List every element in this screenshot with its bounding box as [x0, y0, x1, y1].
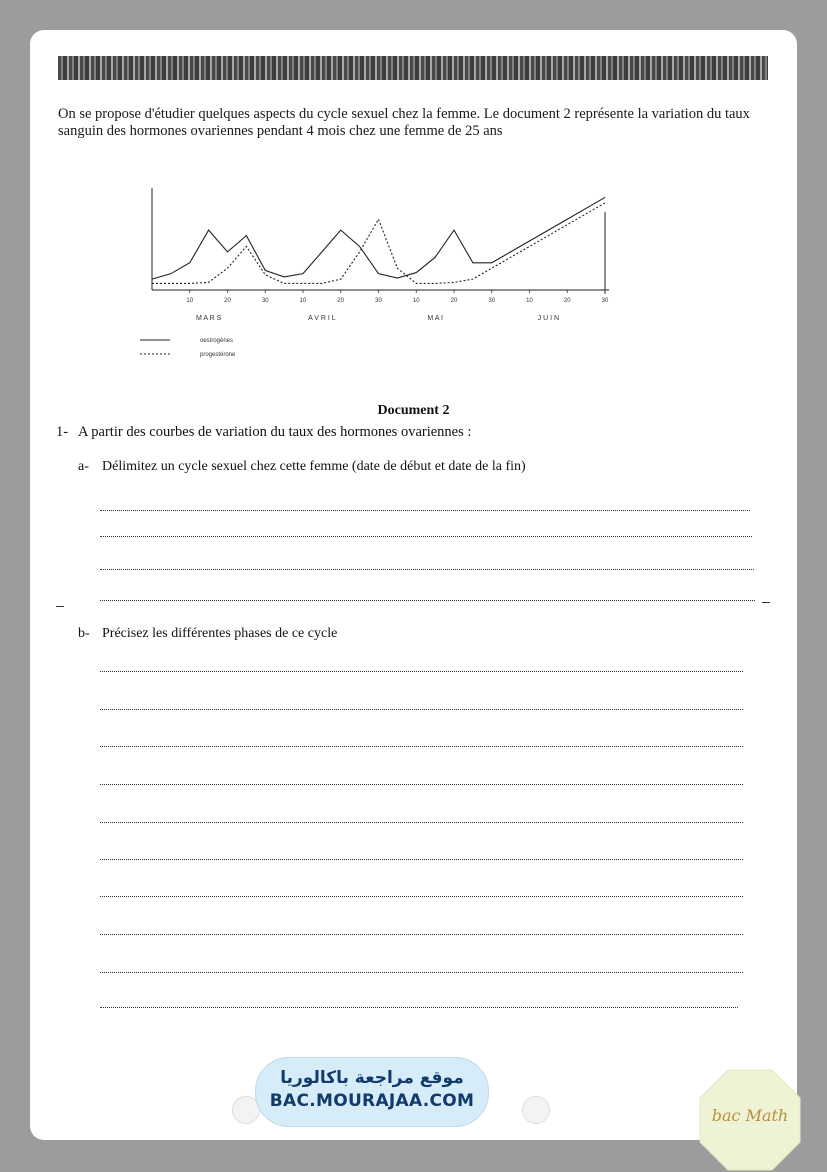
x-tick-label: 10 [412, 298, 420, 304]
chart-legend [140, 338, 236, 358]
chart-axes [152, 188, 609, 294]
answer-line-b3[interactable] [100, 746, 743, 747]
site-logo-right-icon [522, 1096, 550, 1124]
scanned-header-strip [58, 56, 768, 80]
question-1-text: A partir des courbes de variation du taux des hormones ovariennes : [78, 424, 472, 440]
answer-line-b6[interactable] [100, 859, 743, 860]
answer-line-a1[interactable] [100, 510, 750, 511]
x-tick-label: 10 [186, 298, 194, 304]
answer-line-b10[interactable] [100, 1007, 738, 1008]
x-tick-label: 30 [488, 298, 496, 304]
legend-label: progestérone [200, 352, 236, 358]
answer-line-a4[interactable] [100, 600, 755, 601]
x-tick-label: 30 [601, 298, 609, 304]
x-tick-label: 20 [224, 298, 231, 304]
answer-line-b2[interactable] [100, 709, 743, 710]
intro-paragraph: On se propose d'étudier quelques aspects du cycle sexuel chez la femme. Le document 2 représente la variation du taux sanguin des hormones ovariennes pendant 4 mois chez une femme de 25 ans [58, 106, 750, 139]
question-b [78, 626, 337, 642]
x-tick-label: 30 [261, 298, 269, 304]
series-line-1 [152, 197, 605, 279]
document-caption: Document 2 [377, 403, 450, 418]
month-label: M A I [427, 315, 443, 322]
site-url[interactable]: BAC.MOURAJAA.COM [269, 1091, 475, 1111]
question-a [78, 459, 526, 475]
answer-line-b9[interactable] [100, 972, 743, 973]
question-b-text: Précisez les différentes phases de ce cycle [102, 626, 338, 641]
x-tick-label: 20 [450, 298, 458, 304]
question-a-text: Délimitez un cycle sexuel chez cette femme (date de début et date de la fin) [102, 459, 526, 474]
x-tick-label: 10 [299, 298, 307, 304]
x-tick-label: 30 [375, 298, 382, 304]
answer-line-b1[interactable] [100, 671, 743, 672]
legend-label: oestrogènes [200, 338, 234, 344]
site-banner[interactable] [255, 1057, 489, 1127]
question-b-label: b- [78, 626, 90, 641]
answer-line-a3[interactable] [100, 569, 754, 570]
answer-line-b5[interactable] [100, 822, 743, 823]
margin-mark-right [762, 602, 770, 603]
answer-line-b4[interactable] [100, 784, 743, 785]
answer-line-b8[interactable] [100, 934, 743, 935]
month-label: J U I N [537, 315, 560, 322]
chart-plot [152, 197, 605, 283]
x-tick-label: 20 [563, 298, 571, 304]
x-tick-label: 20 [337, 298, 345, 304]
worksheet-page [30, 30, 797, 1140]
margin-mark-left [56, 606, 64, 607]
bac-math-badge-text: bac Math [711, 1106, 789, 1125]
month-label: M A R S [195, 315, 222, 322]
question-1 [56, 424, 471, 441]
month-label: A V R I L [308, 315, 336, 322]
x-tick-label: 10 [526, 298, 533, 304]
question-a-label: a- [78, 459, 89, 474]
site-name-arabic: موقع مراجعة باكالوريا [280, 1068, 464, 1088]
answer-line-b7[interactable] [100, 896, 743, 897]
hormone-chart [100, 180, 660, 400]
question-1-number: 1- [56, 424, 69, 440]
answer-line-a2[interactable] [100, 536, 752, 537]
chart-labels [186, 298, 609, 322]
